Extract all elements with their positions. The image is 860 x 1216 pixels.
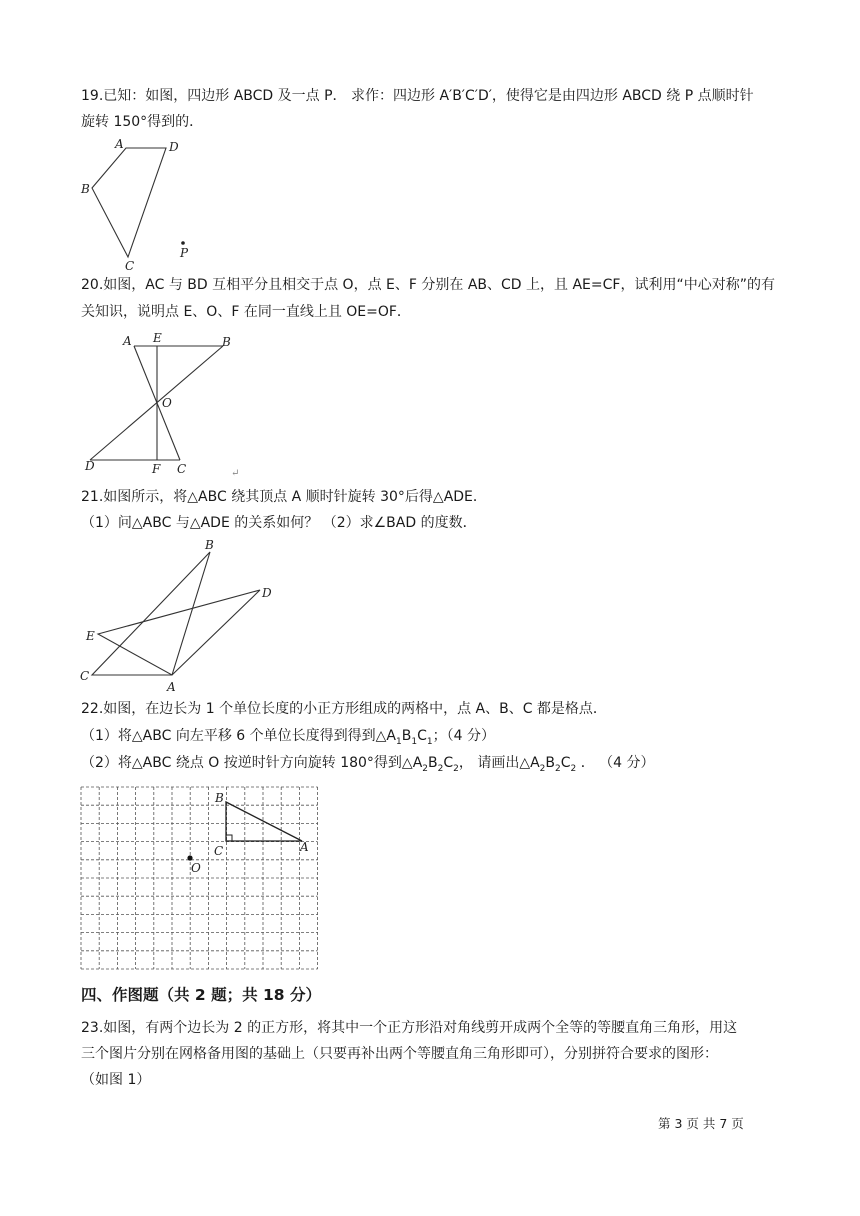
q22-part2-pre: （2）将△ABC 绕点 O 按逆时针方向旋转 180°得到△A bbox=[81, 755, 423, 771]
sub: 2 bbox=[437, 763, 444, 774]
label-a: A bbox=[167, 680, 176, 694]
label-c: C bbox=[125, 259, 135, 273]
q22-part2-c2: C bbox=[560, 755, 571, 771]
sub: 2 bbox=[453, 763, 459, 774]
sub: 1 bbox=[396, 736, 402, 747]
label-b: B bbox=[81, 182, 90, 196]
q23-text-line1: 23.如图，有两个边长为 2 的正方形，将其中一个正方形沿对角线剪开成两个全等的等腰直角三角形，用这 bbox=[81, 1020, 738, 1036]
q22-part1-pre: （1）将△ABC 向左平移 6 个单位长度得到得到△A bbox=[81, 728, 396, 744]
label-a: A bbox=[115, 137, 124, 151]
q22-part2-b: B bbox=[428, 755, 438, 771]
label-e: E bbox=[153, 331, 162, 345]
q22-part1-b: B bbox=[401, 728, 412, 744]
q22-part2-post: ． （4 分） bbox=[576, 755, 655, 771]
page-footer: 第 3 页 共 7 页 bbox=[658, 1116, 744, 1131]
q19-text-line1: 19.已知：如图，四边形 ABCD 及一点 P． 求作：四边形 A′B′C′D′，使得它是由四边形 ABCD 绕 P 点顺时针 bbox=[81, 88, 754, 104]
section-heading: 四、作图题（共 2 题；共 18 分） bbox=[81, 986, 321, 1004]
dashed-grid bbox=[81, 787, 318, 969]
label-c: C bbox=[177, 462, 187, 476]
return-mark: ↵ bbox=[231, 468, 240, 479]
label-a: A bbox=[300, 840, 309, 854]
q22-text-line1: 22.如图，在边长为 1 个单位长度的小正方形组成的两格中，点 A、B、C 都是格点． bbox=[81, 701, 607, 717]
q22-part1-post: ；（4 分） bbox=[432, 728, 495, 744]
label-d: D bbox=[85, 459, 95, 473]
label-d: D bbox=[169, 140, 179, 154]
triangle-abc bbox=[226, 802, 302, 841]
sub: 1 bbox=[411, 736, 418, 747]
point-o bbox=[187, 855, 192, 860]
label-c: C bbox=[214, 844, 224, 858]
q22-part1-c: C bbox=[417, 728, 427, 744]
label-p: P bbox=[180, 246, 189, 260]
label-b: B bbox=[222, 335, 231, 349]
q22-part2-c: C bbox=[443, 755, 454, 771]
sub: 2 bbox=[539, 763, 546, 774]
q21-text-line1: 21.如图所示，将△ABC 绕其顶点 A 顺时针旋转 30°后得△ADE． bbox=[81, 489, 487, 505]
q23-text-line3: （如图 1） bbox=[81, 1072, 151, 1088]
sub: 1 bbox=[426, 736, 433, 747]
q23-text-line2: 三个图片分别在网格备用图的基础上（只要再补出两个等腰直角三角形即可），分别拼符合要求的图形： bbox=[81, 1046, 718, 1062]
label-o: O bbox=[191, 861, 201, 875]
sub: 2 bbox=[422, 763, 429, 774]
q21-text-line2: （1）问△ABC 与△ADE 的关系如何？ （2）求∠BAD 的度数． bbox=[81, 515, 477, 531]
sub: 2 bbox=[570, 763, 577, 774]
label-f: F bbox=[152, 462, 161, 476]
q20-text-line2: 关知识，说明点 E、O、F 在同一直线上且 OE=OF． bbox=[81, 304, 411, 320]
label-a: A bbox=[123, 334, 132, 348]
q20-text-line1: 20.如图，AC 与 BD 互相平分且相交于点 O，点 E、F 分别在 AB、CD 上，且 AE=CF，试利用“中心对称”的有 bbox=[81, 277, 775, 293]
label-b: B bbox=[215, 791, 224, 805]
q22-part2-b2: B bbox=[545, 755, 556, 771]
label-c: C bbox=[80, 669, 90, 683]
label-e: E bbox=[86, 629, 95, 643]
sub: 2 bbox=[555, 763, 561, 774]
label-d: D bbox=[262, 586, 272, 600]
q22-part2-mid: ， 请画出△A bbox=[458, 755, 540, 771]
label-o: O bbox=[162, 396, 172, 410]
q19-text-line2: 旋转 150°得到的． bbox=[81, 114, 204, 130]
label-b: B bbox=[205, 538, 214, 552]
